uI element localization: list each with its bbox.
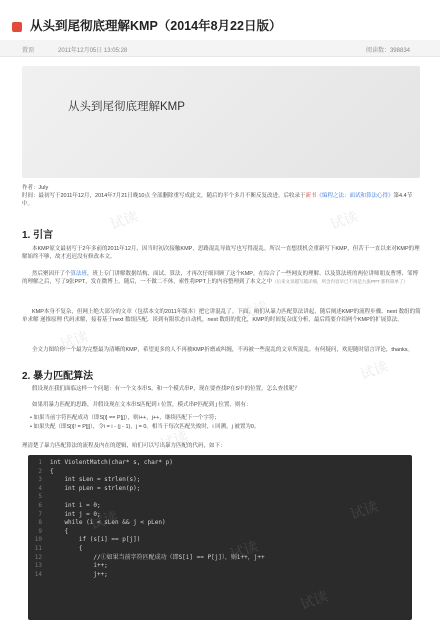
new-book-link[interactable]: 新书 — [305, 193, 317, 199]
watermark-text: 试读 — [358, 357, 390, 383]
watermark-text: 试读 — [88, 507, 120, 533]
code-text: i++; — [50, 562, 108, 570]
para2-text-b: ，班上专门讲解数据结构、面试、算法，才再次仔细回顾了这个KMP，在综合了一些网友的理解、以及算法班的两位讲师朋友曹博、邹博的理解之后，写了9张PPT，发在微博上。随后，一不做二不休，索性将PPT上的内容整理到了本文之中 — [22, 271, 418, 285]
watermark-text: 试读 — [238, 297, 270, 323]
section2-para3: 理清楚了暴力匹配算法的流程及内在的逻辑，咱们可以写出暴力匹配的代码，如下： — [22, 443, 226, 449]
line-number: 11 — [34, 544, 42, 552]
para2-text-a: 然后聚因开了个 — [32, 271, 71, 277]
code-line — [28, 554, 412, 563]
document-header — [0, 0, 440, 40]
read-count: 阅读数：398834 — [365, 48, 410, 54]
line-number: 5 — [38, 493, 42, 501]
time-text: 时间：最初写于2011年12月，2014年7月21日晚10点 全部删除重写成此文，随后的半个多月不断反复改进。后收录于 — [22, 193, 306, 199]
code-line — [28, 493, 412, 502]
watermark-text: 试读 — [328, 207, 360, 233]
section1-para3: KMP本身不复杂，但网上绝大部分的文章（包括本文的2011年版本）把它讲混乱了。下面，咱们从暴力匹配算法讲起，随后阐述KMP的流程步骤、next 数组的简单求解 递推原理 代码求解，接着基于next 数组匹配，谈到有限状态自动机，next 数组的优化，KMP的时间复杂度分析，最后简要介绍两个KMP的扩展算法。 — [22, 309, 421, 323]
code-text: int sLen = strlen(s); — [50, 476, 141, 484]
code-block — [28, 455, 412, 620]
cover-banner — [22, 66, 420, 178]
section2-para2: 如果用暴力匹配的思路，并假设现在文本串S匹配到 i 位置，模式串P匹配到 j 位置，则有： — [32, 402, 252, 408]
code-text: { — [50, 527, 69, 535]
line-number: 7 — [38, 510, 42, 518]
watermark-text: 试读 — [298, 587, 330, 613]
author-line: 作者：July — [22, 185, 49, 191]
code-text: { — [50, 544, 83, 552]
para2-note: （后来文章越写越详细，所含内容早已不再是九张PPT 那样简单了） — [271, 279, 408, 284]
line-number: 9 — [38, 527, 42, 535]
code-line — [28, 476, 412, 485]
line-number: 2 — [38, 467, 42, 475]
code-text: if (s[i] == p[j]) — [50, 536, 141, 544]
section1-para2 — [22, 270, 422, 286]
code-text: int i = 0; — [50, 501, 101, 509]
code-text: //①如果当前字符匹配成功（即S[i] == P[j]），则i++，j++ — [50, 553, 265, 561]
list-item: • 如果当前字符匹配成功（即S[i] == P[j]），则i++，j++，继续匹配下一个字符； — [30, 414, 422, 423]
code-text: { — [50, 467, 54, 475]
algorithm-class-link[interactable]: 算法班 — [70, 271, 88, 277]
line-number: 6 — [38, 501, 42, 509]
section1-para1: 本KMP原文最初写于2年多前的2011年12月，因当时初次接触KMP，思路混乱导致写也写得混乱。所以一直想找机会重新写下KMP，但苦于一直以来对KMP的理解始终不够，故才迟迟没有修改本文。 — [22, 246, 420, 260]
code-line — [28, 468, 412, 477]
book-title-link[interactable]: 《编程之法：面试和算法心得》 — [316, 193, 394, 199]
code-text: int ViolentMatch(char* s, char* p) — [50, 459, 173, 466]
list-item: • 如果失配（即S[i]! = P[j]），令i = i - (j - 1)，j = 0。相当于每次匹配失败时，i 回溯，j 被置为0。 — [30, 423, 422, 432]
line-number: 14 — [34, 570, 42, 578]
section-heading-intro: 1. 引言 — [22, 230, 54, 241]
line-number: 1 — [38, 459, 42, 466]
match-rules-list — [30, 414, 422, 432]
line-number: 8 — [38, 519, 42, 527]
time-line — [22, 192, 422, 208]
code-text: j++; — [50, 570, 108, 578]
document-logo-icon — [12, 22, 22, 32]
line-number: 4 — [38, 484, 42, 492]
code-line — [28, 562, 412, 571]
code-text: int pLen = strlen(p); — [50, 484, 141, 492]
line-number: 12 — [34, 553, 42, 561]
section1-para4: 全文力图给你一个最为完整最为清晰的KMP，希望更多的人不再被KMP折磨或纠缠，不再被一些混乱的文章所混乱。有何疑问，欢迎随时留言评论，thanks。 — [32, 347, 414, 353]
code-line — [28, 485, 412, 494]
meta-bar — [0, 40, 440, 57]
watermark-text: 试读 — [58, 327, 90, 353]
code-line — [28, 571, 412, 580]
code-line — [28, 502, 412, 511]
watermark-text: 试读 — [348, 497, 380, 523]
time-suffix: 第4.4节中。 — [22, 193, 413, 207]
code-line — [28, 528, 412, 537]
document-title: 从头到尾彻底理解KMP（2014年8月22日版） — [30, 19, 282, 33]
section-heading-brute-force: 2. 暴力匹配算法 — [22, 371, 94, 382]
code-text: int j = 0; — [50, 510, 101, 518]
line-number: 13 — [34, 562, 42, 570]
line-number: 10 — [34, 536, 42, 544]
code-text: while (i < sLen && j < pLen) — [50, 519, 166, 527]
code-line — [28, 459, 412, 468]
banner-title: 从头到尾彻底理解KMP — [68, 101, 185, 113]
pinned-badge: 置顶 — [22, 48, 35, 54]
watermark-text: 试读 — [108, 207, 140, 233]
code-line — [28, 511, 412, 520]
code-line — [28, 545, 412, 554]
section2-para1: 假设现在我们面临这样一个问题：有一个文本串S，和一个模式串P，现在要查找P在S中的位置，怎么查找呢？ — [32, 386, 300, 392]
intro-block — [22, 184, 422, 208]
watermark-text: 试读 — [158, 427, 190, 453]
post-date: 2011年12月05日 13:05:28 — [58, 48, 128, 54]
watermark-text: 试读 — [228, 537, 260, 563]
code-line — [28, 536, 412, 545]
code-line — [28, 519, 412, 528]
code-lines — [28, 455, 412, 579]
line-number: 3 — [38, 476, 42, 484]
